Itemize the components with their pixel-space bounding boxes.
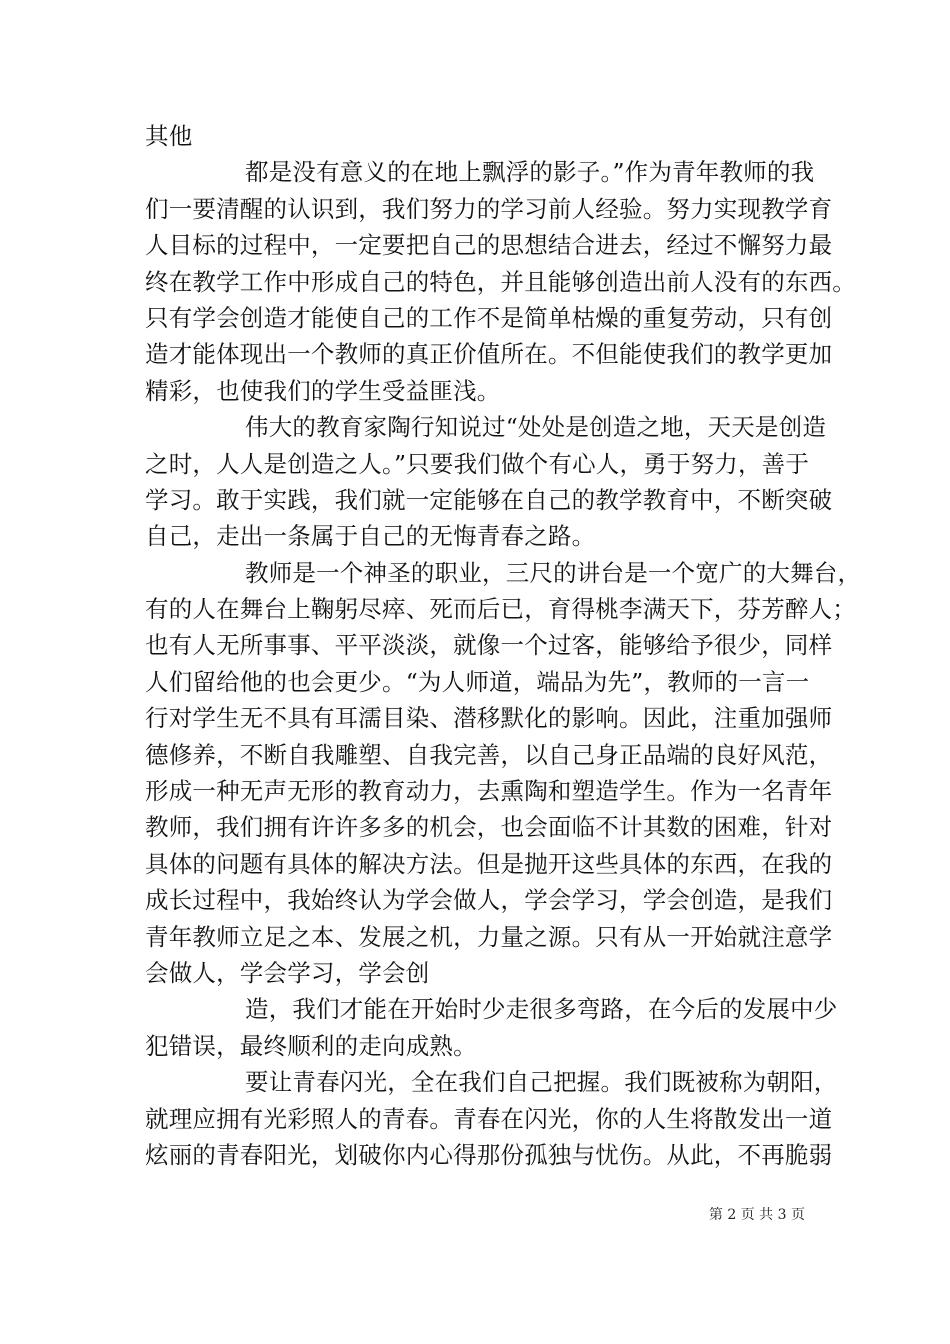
text-line: 犯错误，最终顺利的走向成熟。 [145, 1031, 477, 1060]
text-line: 德修养，不断自我雕塑、自我完善，以自己身正品端的良好风范， [145, 740, 833, 769]
text-line: 成长过程中，我始终认为学会做人，学会学习，学会创造，是我们 [145, 886, 833, 915]
text-line: 教师是一个神圣的职业，三尺的讲台是一个宽广的大舞台， [245, 558, 862, 587]
text-line: 造，我们才能在开始时少走很多弯路，在今后的发展中少 [245, 995, 838, 1024]
text-line: 之时，人人是创造之人。”只要我们做个有心人，勇于努力，善于 [145, 449, 810, 478]
document-body [145, 118, 862, 1173]
page-number-footer: 第 2 页 共 3 页 [708, 1207, 805, 1223]
text-line: 形成一种无声无形的教育动力，去熏陶和塑造学生。作为一名青年 [145, 777, 833, 806]
text-line: 其他 [145, 122, 193, 150]
text-line: 青年教师立足之本、发展之机，力量之源。只有从一开始就注意学 [145, 922, 833, 951]
text-line: 伟大的教育家陶行知说过“处处是创造之地，天天是创造 [245, 413, 827, 442]
text-line: 要让青春闪光，全在我们自己把握。我们既被称为朝阳， [245, 1068, 838, 1097]
text-line: 就理应拥有光彩照人的青春。青春在闪光，你的人生将散发出一道 [145, 1104, 833, 1133]
text-line: 自己，走出一条属于自己的无悔青春之路。 [145, 522, 596, 551]
text-line: 教师，我们拥有许许多多的机会，也会面临不计其数的困难，针对 [145, 813, 833, 842]
text-line: 具体的问题有具体的解决方法。但是抛开这些具体的东西，在我的 [145, 849, 833, 878]
text-line: 有的人在舞台上鞠躬尽瘁、死而后已，育得桃李满天下，芬芳醉人； [145, 595, 856, 624]
text-line: 炫丽的青春阳光，划破你内心得那份孤独与忧伤。从此，不再脆弱 [145, 1140, 833, 1169]
text-line: 造才能体现出一个教师的真正价值所在。不但能使我们的教学更加 [145, 340, 833, 369]
text-line: 人们留给他的也会更少。“为人师道，端品为先”，教师的一言一 [145, 667, 810, 696]
text-line: 精彩，也使我们的学生受益匪浅。 [145, 376, 501, 405]
text-line: 都是没有意义的在地上飘浮的影子。”作为青年教师的我 [245, 158, 815, 187]
text-line: 人目标的过程中，一定要把自己的思想结合进去，经过不懈努力最 [145, 231, 833, 260]
text-line: 行对学生无不具有耳濡目染、潜移默化的影响。因此，注重加强师 [145, 704, 833, 733]
text-line: 终在教学工作中形成自己的特色，并且能够创造出前人没有的东西。 [145, 267, 856, 296]
text-line: 只有学会创造才能使自己的工作不是简单枯燥的重复劳动，只有创 [145, 303, 833, 332]
text-line: 会做人，学会学习，学会创 [145, 958, 430, 987]
text-line: 学习。敢于实践，我们就一定能够在自己的教学教育中，不断突破 [145, 485, 833, 514]
text-line: 也有人无所事事、平平淡淡，就像一个过客，能够给予很少，同样 [145, 631, 833, 660]
text-line: 们一要清醒的认识到，我们努力的学习前人经验。努力实现教学育 [145, 194, 833, 223]
